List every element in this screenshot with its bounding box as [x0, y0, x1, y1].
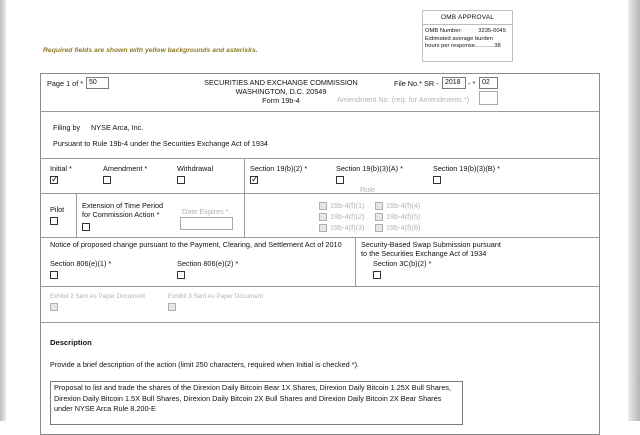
- rule-f6-label: 19b-4(f)(6): [386, 223, 421, 232]
- divider-notice-row: [40, 286, 599, 287]
- section-19b2-label: Section 19(b)(2) *: [250, 164, 308, 173]
- divider-pilot-row: [40, 237, 599, 238]
- page-label: Page 1 of *: [47, 79, 84, 88]
- rule-f3-label: 19b-4(f)(3): [330, 223, 365, 232]
- rule-f5-checkbox[interactable]: [375, 213, 383, 221]
- exhibit2-checkbox[interactable]: [50, 303, 58, 311]
- section-3cb2-checkbox[interactable]: [373, 271, 381, 279]
- rule-f1-checkbox[interactable]: [319, 202, 327, 210]
- divider-header: [40, 111, 599, 112]
- divider-exhibits: [40, 322, 599, 323]
- rule-f3-checkbox[interactable]: [319, 224, 327, 232]
- required-fields-note: Required fields are shown with yellow backgrounds and asterisks.: [43, 47, 258, 54]
- omb-number-value: 3235-0045: [478, 28, 506, 34]
- filer-name: NYSE Arca, Inc.: [91, 123, 144, 132]
- divider-filing: [40, 158, 599, 159]
- section-19b3a-checkbox[interactable]: [336, 176, 344, 184]
- pilot-label: Pilot: [50, 205, 65, 214]
- pursuant-rule-text: Pursuant to Rule 19b-4 under the Securities Exchange Act of 1934: [53, 139, 268, 148]
- rule-f4-checkbox[interactable]: [375, 202, 383, 210]
- rule-f5-label: 19b-4(f)(5): [386, 212, 421, 221]
- exhibit2-label: Exhibit 2 Sent As Paper Document: [50, 293, 145, 300]
- rule-f6-checkbox[interactable]: [375, 224, 383, 232]
- page-total-input[interactable]: 50: [86, 77, 109, 89]
- form-name: Form 19b-4: [262, 96, 300, 105]
- divider-type-row: [40, 193, 599, 194]
- amendment-no-label: Amendment No. (req. for Amendments *): [337, 95, 470, 104]
- agency-line1: SECURITIES AND EXCHANGE COMMISSION: [204, 78, 358, 87]
- swap-submission-line2: to the Securities Exchange Act of 1934: [361, 249, 487, 258]
- rule-label: Rule: [360, 185, 376, 194]
- exhibit3-checkbox[interactable]: [168, 303, 176, 311]
- file-no-separator: - *: [468, 79, 476, 88]
- section-19b3b-checkbox[interactable]: [433, 176, 441, 184]
- omb-approval-box: [422, 10, 513, 62]
- initial-label: Initial *: [50, 164, 72, 173]
- withdrawal-checkbox[interactable]: [177, 176, 185, 184]
- description-textarea[interactable]: Proposal to list and trade the shares of the Direxion Daily Bitcoin Bear 1X Shares, Direxion Daily Bitcoin 1.25X Bull Shares, Direxion Daily Bitcoin 1.5X Bull Shares, Direxion Daily Bitcoin 2X Bull Shares and Direxion Daily Bitcoin 2X Bear Shares under NYSE Arca Rule 8.200-E: [50, 381, 463, 425]
- divider-vertical-notice: [355, 237, 356, 286]
- check-icon: ✓: [251, 174, 259, 184]
- divider-vertical-pilot: [76, 193, 77, 237]
- window-edge-left: [0, 0, 6, 421]
- window-edge-right: [628, 0, 640, 421]
- extension-checkbox[interactable]: [82, 223, 90, 231]
- omb-burden-line1: Estimated average burden: [425, 35, 493, 42]
- divider-vertical-type: [244, 158, 245, 237]
- section-3cb2-label: Section 3C(b)(2) *: [373, 259, 432, 268]
- description-instruction: Provide a brief description of the action (limit 250 characters, required when Initial is checked *).: [50, 360, 360, 369]
- section-806e1-checkbox[interactable]: [50, 271, 58, 279]
- rule-f2-checkbox[interactable]: [319, 213, 327, 221]
- omb-burden-line2: hours per response............38: [425, 43, 501, 50]
- amendment-checkbox[interactable]: [103, 176, 111, 184]
- omb-number-label: OMB Number:: [425, 28, 463, 34]
- rule-f4-label: 19b-4(f)(4): [386, 201, 421, 210]
- file-year-input[interactable]: 2018: [442, 77, 466, 89]
- section-19b3b-label: Section 19(b)(3)(B) *: [433, 164, 500, 173]
- date-expires-label: Date Expires *: [182, 207, 229, 216]
- extension-label-line2: for Commission Action *: [82, 210, 160, 219]
- section-806e2-checkbox[interactable]: [177, 271, 185, 279]
- extension-label-line1: Extension of Time Period: [82, 201, 164, 210]
- agency-line2: WASHINGTON, D.C. 20549: [235, 87, 327, 96]
- payment-clearing-notice: Notice of proposed change pursuant to the Payment, Clearing, and Settlement Act of 2010: [50, 240, 342, 249]
- amendment-label: Amendment *: [103, 164, 148, 173]
- omb-title: OMB APPROVAL: [423, 11, 512, 25]
- section-806e2-label: Section 806(e)(2) *: [177, 259, 239, 268]
- section-19b2-checkbox[interactable]: [250, 176, 258, 184]
- omb-number-row: [423, 28, 512, 36]
- section-806e1-label: Section 806(e)(1) *: [50, 259, 112, 268]
- description-heading: Description: [50, 338, 92, 347]
- section-19b3a-label: Section 19(b)(3)(A) *: [336, 164, 403, 173]
- file-number-input[interactable]: 02: [479, 77, 498, 89]
- initial-checkbox[interactable]: [50, 176, 58, 184]
- pilot-checkbox[interactable]: [50, 217, 58, 225]
- rule-f1-label: 19b-4(f)(1): [330, 201, 365, 210]
- swap-submission-line1: Security-Based Swap Submission pursuant: [361, 240, 501, 249]
- filing-by-label: Filing by: [53, 123, 81, 132]
- check-icon: ✓: [51, 174, 59, 184]
- file-no-label: File No.* SR -: [394, 79, 439, 88]
- withdrawal-label: Withdrawal: [177, 164, 214, 173]
- exhibit3-label: Exhibit 3 Sent As Paper Document: [168, 293, 263, 300]
- rule-f2-label: 19b-4(f)(2): [330, 212, 365, 221]
- date-expires-input[interactable]: [180, 217, 233, 230]
- amendment-no-input[interactable]: [479, 91, 498, 105]
